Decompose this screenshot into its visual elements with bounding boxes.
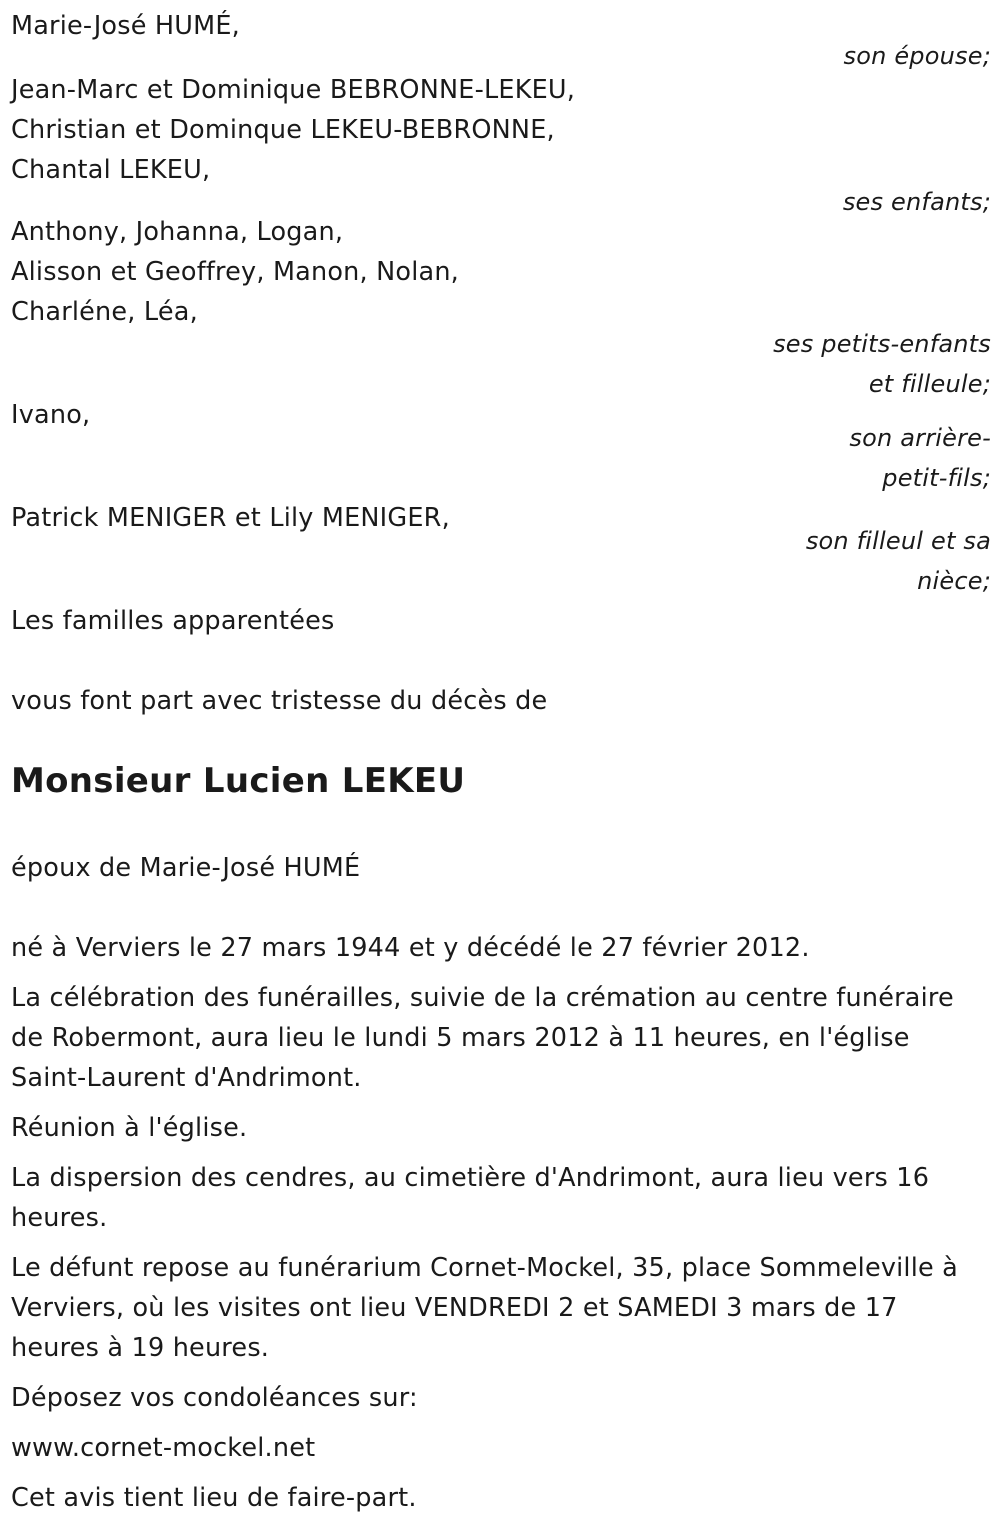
great-grandchild-role-line: petit-fils; xyxy=(882,464,991,492)
repose-line: Verviers, où les visites ont lieu VENDREDI 2 et SAMEDI 3 mars de 17 xyxy=(11,1293,898,1323)
godchildren-role-line: nièce; xyxy=(917,567,991,595)
deceased-section xyxy=(11,758,991,804)
repose-line: Le défunt repose au funérarium Cornet-Mockel, 35, place Sommeleville à xyxy=(11,1253,959,1283)
relatives-text: Les familles apparentées xyxy=(11,606,335,636)
grandchildren-role-line: et filleule; xyxy=(868,370,991,398)
deceased-spouse-line: époux de Marie-José HUMÉ xyxy=(11,853,361,883)
deceased-spouse-section xyxy=(11,848,991,888)
birth-death-text: né à Verviers le 27 mars 1944 et y décédé le 27 février 2012. xyxy=(11,933,810,963)
dispersion-line: heures. xyxy=(11,1203,108,1233)
spouse-name: Marie-José HUMÉ, xyxy=(11,11,240,41)
condolences-label: Déposez vos condoléances sur: xyxy=(11,1383,418,1413)
godchildren-section xyxy=(11,498,991,601)
deceased-name: Monsieur Lucien LEKEU xyxy=(11,761,466,801)
great-grandchild-name: Ivano, xyxy=(11,400,91,430)
funeral-line: de Robermont, aura lieu le lundi 5 mars 2012 à 11 heures, en l'église xyxy=(11,1023,910,1053)
child-name: Jean-Marc et Dominique BEBRONNE-LEKEU, xyxy=(11,75,576,105)
website-link-wrapper xyxy=(11,1428,991,1468)
child-name: Christian et Dominque LEKEU-BEBRONNE, xyxy=(11,115,555,145)
grandchild-name: Alisson et Geoffrey, Manon, Nolan, xyxy=(11,257,459,287)
grandchild-name: Charléne, Léa, xyxy=(11,297,198,327)
children-section xyxy=(11,70,991,222)
funeral-line: Saint-Laurent d'Andrimont. xyxy=(11,1063,362,1093)
announcement-text: vous font part avec tristesse du décès de xyxy=(11,686,548,716)
repose-line: heures à 19 heures. xyxy=(11,1333,270,1363)
godchildren-role-line: son filleul et sa xyxy=(805,527,991,555)
grandchildren-section xyxy=(11,212,991,404)
details-section xyxy=(11,928,991,1518)
closing-text: Cet avis tient lieu de faire-part. xyxy=(11,1483,417,1513)
great-grandchild-section xyxy=(11,395,991,498)
grandchild-name: Anthony, Johanna, Logan, xyxy=(11,217,344,247)
great-grandchild-role-line: son arrière- xyxy=(849,424,991,452)
meeting-text: Réunion à l'église. xyxy=(11,1113,248,1143)
spouse-section xyxy=(11,6,991,76)
announcement-section xyxy=(11,681,991,721)
relatives-section xyxy=(11,601,991,641)
children-role: ses enfants; xyxy=(842,188,991,216)
grandchildren-role-line: ses petits-enfants xyxy=(773,330,991,358)
godchildren-names: Patrick MENIGER et Lily MENIGER, xyxy=(11,503,450,533)
dispersion-line: La dispersion des cendres, au cimetière d'Andrimont, aura lieu vers 16 xyxy=(11,1163,930,1193)
funeral-line: La célébration des funérailles, suivie de la crémation au centre funéraire xyxy=(11,983,954,1013)
child-name: Chantal LEKEU, xyxy=(11,155,211,185)
website-link[interactable]: www.cornet-mockel.net xyxy=(11,1433,316,1463)
spouse-role: son épouse; xyxy=(843,42,991,70)
